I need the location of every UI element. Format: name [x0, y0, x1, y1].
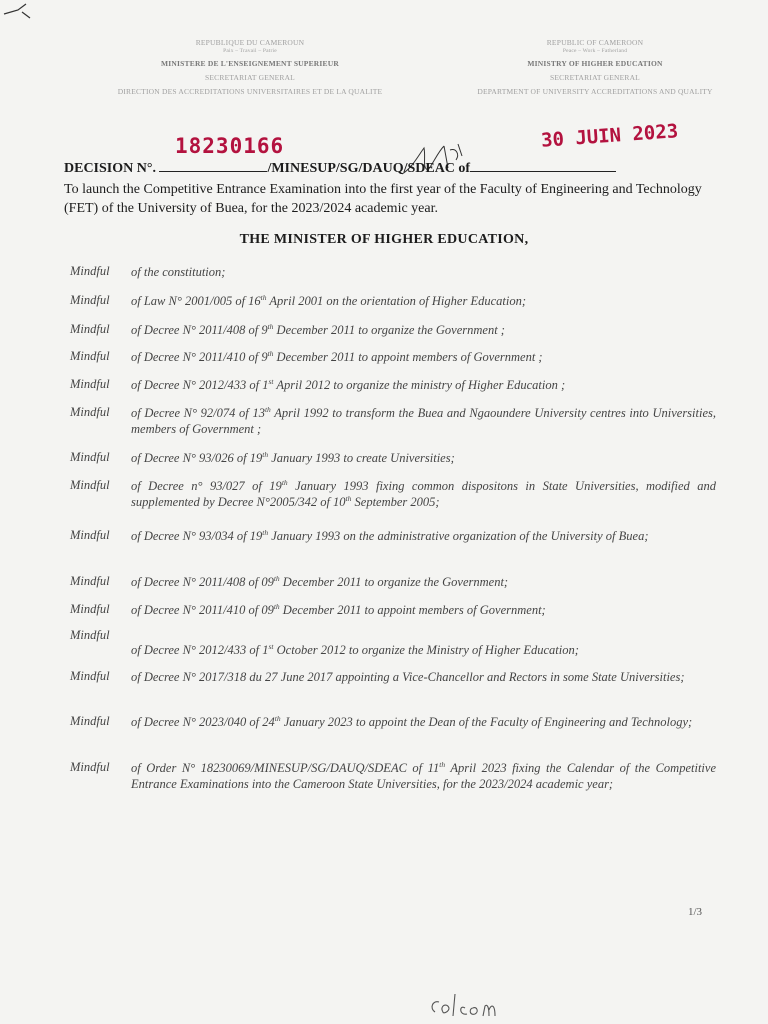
mindful-clause: of Decree N° 2011/410 of 9th December 2011 to appoint members of Government ;: [131, 348, 543, 364]
handwritten-note: [425, 990, 545, 1024]
secretariat-en: SECRETARIAT GENERAL: [550, 73, 640, 82]
mindful-clause: of Decree N° 2023/040 of 24th January 2023 to appoint the Dean of the Faculty of Engineering and Technology;: [131, 713, 693, 729]
mindful-label: Mindful: [70, 669, 110, 683]
ministry-en: MINISTRY OF HIGHER EDUCATION: [527, 59, 663, 68]
motto-en: Peace – Work – Fatherland: [562, 48, 628, 54]
mindful-label: Mindful: [70, 450, 110, 464]
mindful-clause: of Decree N° 2011/408 of 09th December 2011 to organize the Government;: [131, 573, 509, 589]
mindful-clause: of Decree N° 2012/433 of 1st April 2012 to organize the ministry of Higher Education ;: [131, 376, 566, 392]
secretariat-fr: SECRETARIAT GENERAL: [205, 73, 295, 82]
mindful-label: Mindful: [70, 349, 110, 363]
mindful-label: Mindful: [70, 574, 110, 588]
mindful-label: Mindful: [70, 478, 110, 492]
mindful-clause: of Decree N° 2012/433 of 1st October 2012 to organize the Ministry of Higher Education;: [131, 641, 579, 657]
mindful-clause: of Law N° 2001/005 of 16th April 2001 on the orientation of Higher Education;: [131, 292, 526, 308]
mindful-label: Mindful: [70, 377, 110, 391]
mindful-clause: of Decree N° 2017/318 du 27 June 2017 appointing a Vice-Chancellor and Rectors in some State Universities;: [131, 670, 685, 684]
mindful-clause: of Decree N° 93/034 of 19th January 1993 on the administrative organization of the University of Buea;: [131, 527, 649, 543]
mindful-label: Mindful: [70, 714, 110, 728]
mindful-clause: of Decree N° 2011/410 of 09th December 2011 to appoint members of Government;: [131, 601, 546, 617]
mindful-clause: of Decree n° 93/027 of 19th January 1993 fixing common dispositons in State Universities, modified and supplemented by Decree N°2005/342 of 10th September 2005;: [131, 477, 716, 509]
mindful-clause: of Decree N° 2011/408 of 9th December 2011 to organize the Government ;: [131, 321, 505, 337]
direction-fr: DIRECTION DES ACCREDITATIONS UNIVERSITAIRES ET DE LA QUALITE: [117, 87, 383, 96]
minister-heading: THE MINISTER OF HIGHER EDUCATION,: [239, 232, 529, 247]
mindful-label: Mindful: [70, 628, 110, 642]
decision-line: [64, 160, 616, 177]
mindful-label: Mindful: [70, 760, 110, 774]
motto-fr: Paix – Travail – Patrie: [223, 48, 277, 54]
decision-prefix: DECISION N°.: [64, 161, 156, 176]
mindful-clause: of Decree N° 92/074 of 13th April 1992 to transform the Buea and Ngaoundere University centres into Universities, members of Government ;: [131, 404, 716, 436]
mindful-label: Mindful: [70, 264, 110, 278]
direction-en: DEPARTMENT OF UNIVERSITY ACCREDITATIONS AND QUALITY: [477, 87, 713, 96]
decision-reference: /MINESUP/SG/DAUQ/SDEAC of: [267, 161, 471, 176]
mindful-label: Mindful: [70, 602, 110, 616]
decision-number-stamp: 18230166: [175, 134, 285, 158]
page-number: 1/3: [688, 906, 703, 918]
letterhead-english: [450, 38, 740, 96]
mindful-clause: of the constitution;: [131, 265, 226, 279]
ministry-fr: MINISTERE DE L'ENSEIGNEMENT SUPERIEUR: [161, 59, 339, 68]
mindful-label: Mindful: [70, 528, 110, 542]
letterhead-french: [60, 38, 440, 96]
decision-date-blank: [470, 160, 616, 172]
decision-subject: To launch the Competitive Entrance Examination into the first year of the Faculty of Engineering and Technology (FET) of the University of Buea, for the 2023/2024 academic year.: [64, 182, 702, 216]
mindful-label: Mindful: [70, 322, 110, 336]
decision-number-blank: [159, 160, 267, 172]
mindful-label: Mindful: [70, 293, 110, 307]
country-fr: REPUBLIQUE DU CAMEROUN: [195, 38, 305, 47]
mindful-label: Mindful: [70, 405, 110, 419]
country-en: REPUBLIC OF CAMEROON: [546, 38, 644, 47]
mindful-clause: of Order N° 18230069/MINESUP/SG/DAUQ/SDEAC of 11th April 2023 fixing the Calendar of the Competitive Entrance Examinations into the Cameroon State Universities, for the 2023/2024 academic year;: [131, 759, 716, 791]
date-stamp: 30 JUIN 2023: [540, 120, 679, 152]
mindful-clause: of Decree N° 93/026 of 19th January 1993 to create Universities;: [131, 449, 455, 465]
corner-pen-mark: [0, 0, 60, 30]
